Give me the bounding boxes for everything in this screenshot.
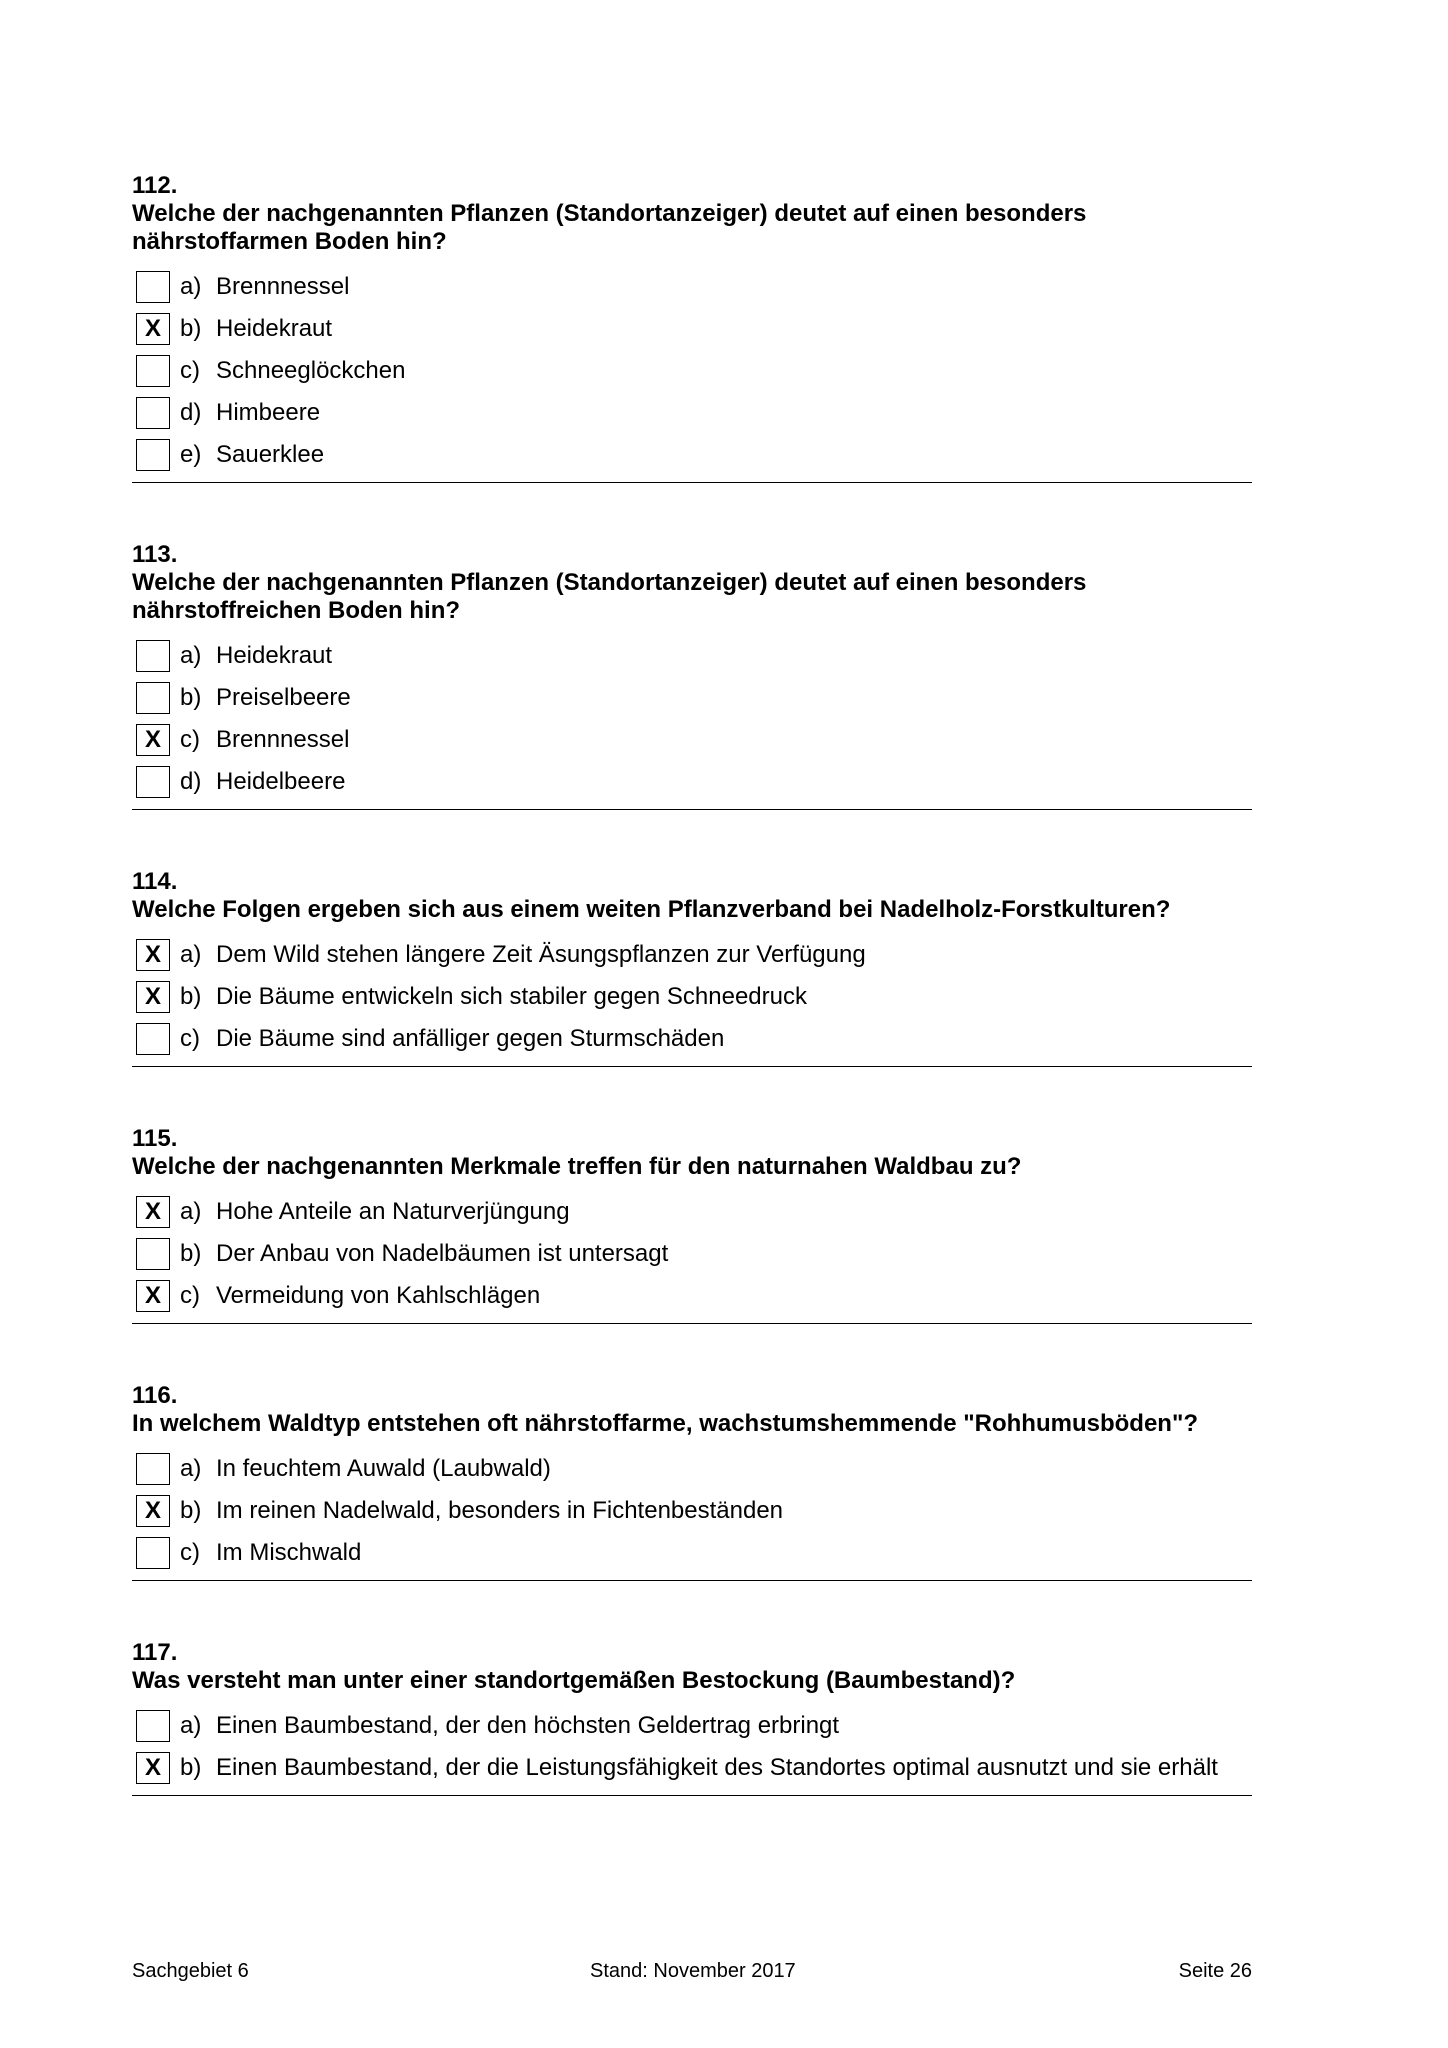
question-117 [132,1639,1252,1796]
option-text: Vermeidung von Kahlschlägen [216,1282,541,1309]
option-letter: c) [180,357,200,384]
answer-checkbox[interactable] [136,1453,170,1485]
option-letter: a) [180,273,202,300]
answer-checkbox[interactable] [136,766,170,798]
option-text: Heidelbeere [216,768,346,795]
question-text: Welche Folgen ergeben sich aus einem weiten Pflanzverband bei Nadelholz-Forstkulturen? [132,896,1171,923]
answer-checkbox[interactable]: X [136,1752,170,1784]
question-number: 117. [132,1639,178,1666]
answer-checkbox[interactable] [136,682,170,714]
answer-checkbox[interactable]: X [136,313,170,345]
option-list [132,1705,1252,1789]
option-letter: b) [180,983,202,1010]
question-112 [132,172,1252,483]
option-text: Im Mischwald [216,1539,362,1566]
option-text: Brennnessel [216,273,350,300]
question-text: Welche der nachgenannten Pflanzen (Standortanzeiger) deutet auf einen besonders nährstoffarmen Boden hin? [132,200,1087,255]
option-item [132,350,1252,392]
option-text: In feuchtem Auwald (Laubwald) [216,1455,551,1482]
option-text: Einen Baumbestand, der die Leistungsfähigkeit des Standortes optimal ausnutzt und sie erhält [216,1754,1218,1781]
question-text: In welchem Waldtyp entstehen oft nährstoffarme, wachstumshemmende "Rohhumusböden"? [132,1410,1198,1437]
option-letter: c) [180,1539,200,1566]
option-item [132,1532,1252,1574]
option-text: Brennnessel [216,726,350,753]
option-text: Heidekraut [216,642,333,669]
option-item [132,266,1252,308]
question-113 [132,541,1252,810]
question-114 [132,868,1252,1067]
option-item [132,1018,1252,1060]
option-letter: e) [180,441,202,468]
answer-checkbox[interactable]: X [136,981,170,1013]
option-text: Einen Baumbestand, der den höchsten Geldertrag erbringt [216,1712,840,1739]
option-text: Hohe Anteile an Naturverjüngung [216,1198,570,1225]
option-list [132,1191,1252,1317]
option-item [132,1490,1252,1532]
option-item [132,434,1252,476]
option-item [132,719,1252,761]
option-text: Schneeglöckchen [216,357,406,384]
footer-date: Stand: November 2017 [590,1960,796,1982]
option-item [132,976,1252,1018]
option-letter: b) [180,1754,202,1781]
option-letter: a) [180,1198,202,1225]
answer-checkbox[interactable]: X [136,1495,170,1527]
option-text: Der Anbau von Nadelbäumen ist untersagt [216,1240,669,1267]
option-text: Heidekraut [216,315,333,342]
option-item [132,1448,1252,1490]
answer-checkbox[interactable]: X [136,724,170,756]
footer-section: Sachgebiet 6 [132,1960,249,1982]
option-letter: c) [180,1025,200,1052]
option-letter: c) [180,1282,200,1309]
answer-checkbox[interactable] [136,640,170,672]
question-number: 115. [132,1125,178,1152]
option-list [132,1448,1252,1574]
question-text: Welche der nachgenannten Pflanzen (Standortanzeiger) deutet auf einen besonders nährstoffreichen Boden hin? [132,569,1087,624]
option-letter: a) [180,642,202,669]
option-item [132,1275,1252,1317]
option-text: Im reinen Nadelwald, besonders in Fichtenbeständen [216,1497,784,1524]
option-item [132,1705,1252,1747]
question-number: 112. [132,172,178,199]
option-letter: b) [180,1497,202,1524]
option-item [132,1191,1252,1233]
option-item [132,761,1252,803]
question-number: 116. [132,1382,178,1409]
option-item [132,934,1252,976]
footer-page-number: Seite 26 [1178,1960,1252,1982]
option-letter: b) [180,684,202,711]
answer-checkbox[interactable] [136,271,170,303]
option-letter: a) [180,1712,202,1739]
answer-checkbox[interactable] [136,1537,170,1569]
answer-checkbox[interactable]: X [136,1280,170,1312]
answer-checkbox[interactable] [136,1238,170,1270]
option-letter: d) [180,399,202,426]
question-116 [132,1382,1252,1581]
question-number: 114. [132,868,178,895]
option-text: Dem Wild stehen längere Zeit Äsungspflanzen zur Verfügung [216,941,866,968]
option-item [132,1747,1252,1789]
answer-checkbox[interactable] [136,1023,170,1055]
option-list [132,635,1252,803]
option-letter: c) [180,726,200,753]
question-115 [132,1125,1252,1324]
option-text: Die Bäume entwickeln sich stabiler gegen Schneedruck [216,983,807,1010]
option-item [132,1233,1252,1275]
option-text: Preiselbeere [216,684,351,711]
option-list [132,934,1252,1060]
option-list [132,266,1252,476]
answer-checkbox[interactable] [136,1710,170,1742]
answer-checkbox[interactable] [136,397,170,429]
question-text: Welche der nachgenannten Merkmale treffen für den naturnahen Waldbau zu? [132,1153,1022,1180]
question-number: 113. [132,541,178,568]
option-item [132,677,1252,719]
option-letter: b) [180,1240,202,1267]
option-item [132,635,1252,677]
option-text: Sauerklee [216,441,325,468]
answer-checkbox[interactable]: X [136,939,170,971]
page-footer [132,1960,1252,1988]
option-text: Die Bäume sind anfälliger gegen Sturmschäden [216,1025,725,1052]
option-item [132,308,1252,350]
answer-checkbox[interactable] [136,439,170,471]
answer-checkbox[interactable] [136,355,170,387]
option-letter: b) [180,315,202,342]
question-list [132,172,1252,1854]
option-letter: d) [180,768,202,795]
answer-checkbox[interactable]: X [136,1196,170,1228]
option-item [132,392,1252,434]
question-text: Was versteht man unter einer standortgemäßen Bestockung (Baumbestand)? [132,1667,1016,1694]
option-text: Himbeere [216,399,321,426]
option-letter: a) [180,1455,202,1482]
option-letter: a) [180,941,202,968]
